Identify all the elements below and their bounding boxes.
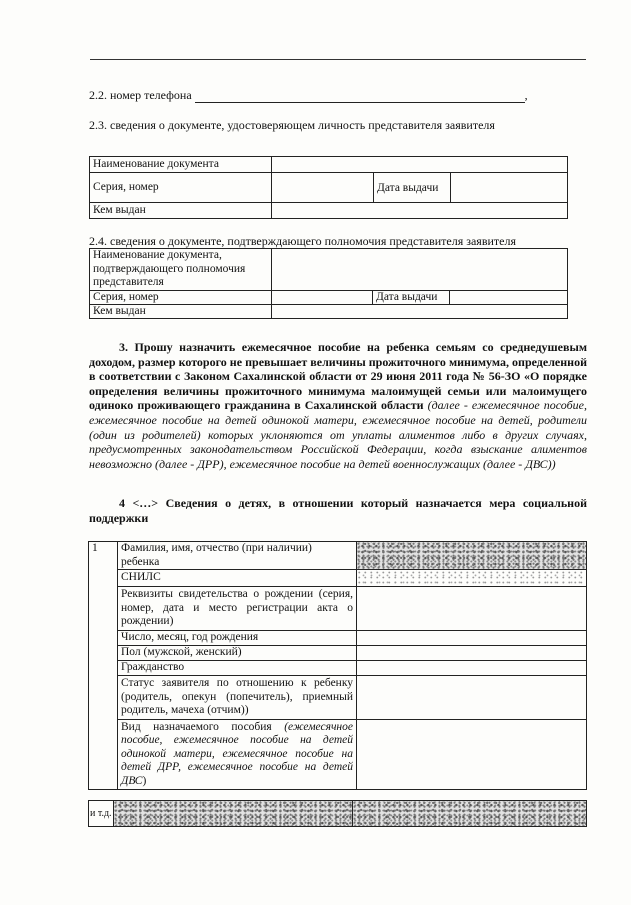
dob-label: Число, месяц, год рождения (118, 631, 357, 646)
birth-cert-value[interactable] (357, 587, 587, 631)
phone-input-line[interactable] (195, 90, 525, 103)
birth-cert-label: Реквизиты свидетельства о рождении (серия, номер, дата и место регистрации акта о рождении) (118, 587, 357, 631)
request-paragraph (89, 340, 587, 471)
auth-date-value[interactable] (450, 291, 568, 305)
benefit-type-title: Вид назначаемого пособия (121, 720, 272, 733)
applicant-status-label: Статус заявителя по отношению к ребенку (родитель, опекун (попечитель), приемный родитель, мачеха (отчим)) (118, 676, 357, 720)
child-number: 1 (89, 542, 118, 790)
issued-label: Кем выдан (90, 203, 272, 219)
auth-issued-value[interactable] (272, 305, 568, 319)
series-label: Серия, номер (90, 173, 272, 203)
sex-value[interactable] (357, 646, 587, 661)
doc-name-value[interactable] (272, 157, 568, 173)
benefit-type-options: (ежемесячное пособие, ежемесячное пособие на детей одинокой матери, ежемесячное пособие на детей ДРР, ежемесячное пособие на детей ДВС (121, 720, 353, 788)
identity-document-table (89, 156, 568, 219)
children-table (88, 541, 587, 790)
next-row-value-redacted (353, 801, 587, 827)
child-fio-value-redacted (357, 542, 587, 570)
authority-document-table (89, 248, 568, 319)
date-value[interactable] (451, 173, 568, 203)
benefit-type-value[interactable] (357, 720, 587, 790)
sex-label: Пол (мужской, женский) (118, 646, 357, 661)
doc-name-label: Наименование документа (90, 157, 272, 173)
request-bold-text: 3. Прошу назначить ежемесячное пособие на ребенка семьям со среднедушевым доходом, размер которого не превышает величины прожиточного минимума, определенной в соответствии с Законом Сахалинской области от 29 июня 2011 года № 56-ЗО «О порядке определения величины прожиточного минимума малоимущей семьи или малоимущего одиноко проживающего гражданина в Сахалинской области (89, 340, 587, 413)
phone-tail: , (524, 88, 528, 102)
next-row-label-redacted (114, 801, 353, 827)
next-row-mark: и т.д. (89, 801, 114, 827)
auth-issued-label: Кем выдан (90, 305, 272, 319)
auth-series-value[interactable] (272, 291, 373, 305)
phone-label: 2.2. номер телефона (89, 88, 192, 102)
series-value[interactable] (272, 173, 374, 203)
dob-value[interactable] (357, 631, 587, 646)
citizenship-label: Гражданство (118, 661, 357, 676)
citizenship-value[interactable] (357, 661, 587, 676)
benefit-type-close: ) (142, 775, 147, 788)
children-table-next-row (88, 800, 587, 827)
benefit-type-label (118, 720, 357, 790)
top-rule (90, 59, 586, 60)
phone-field-row (89, 88, 528, 103)
section-4-title: 4 <…> Сведения о детях, в отношении который назначается мера социальной поддержки (89, 496, 587, 525)
section-2-3-title: 2.3. сведения о документе, удостоверяющем личность представителя заявителя (89, 118, 495, 132)
issued-value[interactable] (272, 203, 568, 219)
child-snils-value[interactable] (357, 570, 587, 587)
auth-series-label: Серия, номер (90, 291, 272, 305)
child-fio-label: Фамилия, имя, отчество (при наличии) ребенка (118, 542, 357, 570)
auth-date-label: Дата выдачи (373, 291, 450, 305)
section-2-4-title: 2.4. сведения о документе, подтверждающего полномочия представителя заявителя (89, 234, 516, 248)
child-snils-label: СНИЛС (118, 570, 357, 587)
auth-doc-name-label: Наименование документа, подтверждающего полномочия представителя (90, 249, 272, 291)
auth-doc-name-value[interactable] (272, 249, 568, 291)
request-italic-text: (далее - ежемесячное пособие, ежемесячное пособие на детей одинокой матери, ежемесячное пособие на детей, родители (один из родителей) которых уклоняются от уплаты алиментов либо в других случаях, предусмотренных законодательством Российской Федерации, когда взыскание алиментов невозможно (далее - ДРР), ежемесячное пособие на детей военнослужащих (далее - ДВС)) (89, 398, 587, 471)
date-label: Дата выдачи (374, 173, 451, 203)
applicant-status-value[interactable] (357, 676, 587, 720)
